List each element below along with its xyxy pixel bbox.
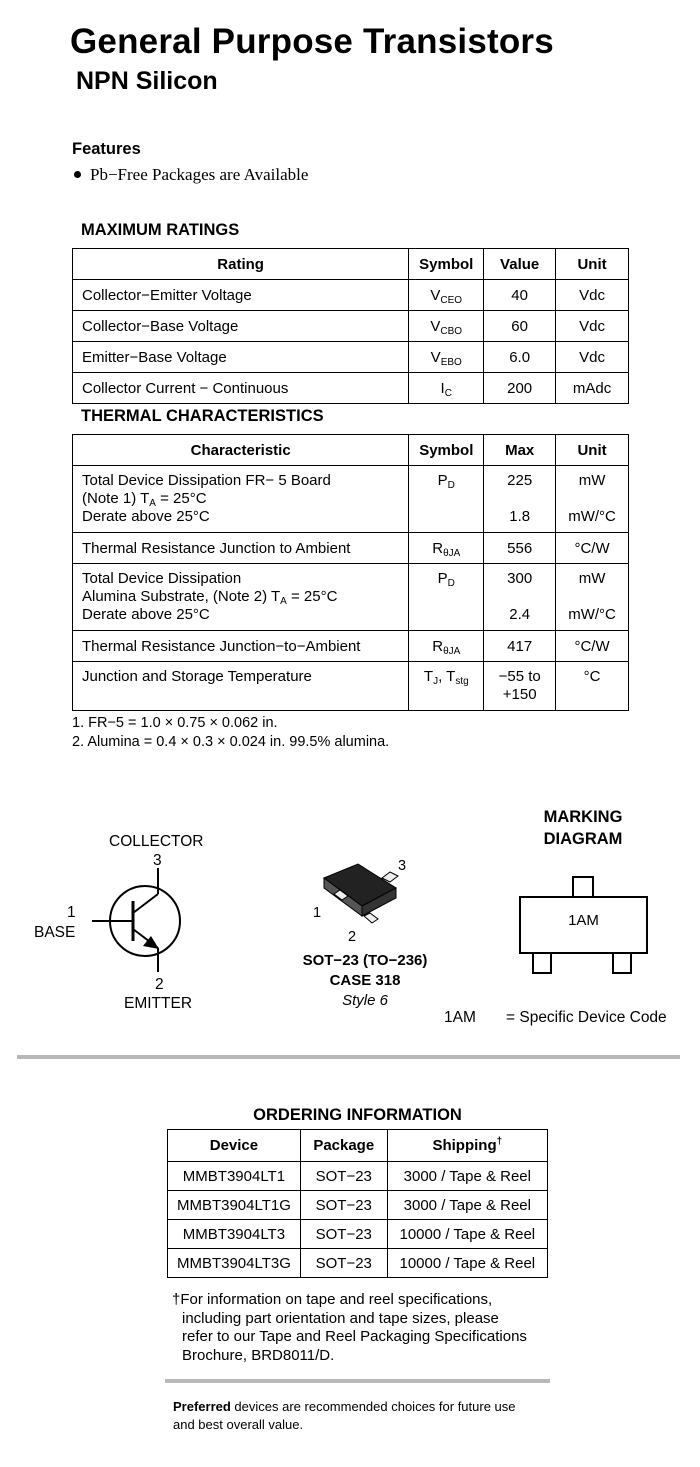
- column-header: Unit: [556, 249, 629, 280]
- value-cell: 6.0: [484, 342, 556, 373]
- value-cell: 40: [484, 280, 556, 311]
- table-header-row: [73, 249, 629, 280]
- symbol-cell: $P_D$: [409, 564, 484, 631]
- device-cell: MMBT3904LT1: [168, 1162, 301, 1191]
- ordering-table: [167, 1129, 548, 1278]
- column-header: Characteristic: [73, 435, 409, 466]
- table-header-row: [73, 435, 629, 466]
- column-header: Symbol: [409, 435, 484, 466]
- collector-label: COLLECTOR: [109, 833, 204, 850]
- bullet-icon: [74, 171, 81, 178]
- thermal-heading: THERMAL CHARACTERISTICS: [81, 407, 324, 425]
- device-cell: MMBT3904LT3G: [168, 1249, 301, 1278]
- unit-cell: °C: [556, 662, 629, 711]
- column-header: Shipping†: [387, 1130, 547, 1162]
- characteristic-cell: Junction and Storage Temperature: [73, 662, 409, 711]
- table-row: [168, 1162, 548, 1191]
- symbol-cell: $V_{EBO}$: [409, 342, 484, 373]
- max-cell: 300 2.4: [484, 564, 556, 631]
- package-pin-3: 3: [398, 858, 407, 874]
- marking-package-body: [519, 896, 648, 954]
- package-pin-1: 1: [313, 905, 322, 921]
- table-row: [168, 1191, 548, 1220]
- preferred-note: Preferred devices are recommended choices for future use and best overall value.: [173, 1399, 516, 1432]
- value-cell: 200: [484, 373, 556, 404]
- marking-pin-top: [572, 876, 594, 898]
- symbol-cell: $R_{\theta JA}$: [409, 631, 484, 662]
- shipping-cell: 3000 / Tape & Reel: [387, 1191, 547, 1220]
- device-cell: MMBT3904LT3: [168, 1220, 301, 1249]
- max-cell: −55 to +150: [484, 662, 556, 711]
- shipping-cell: 10000 / Tape & Reel: [387, 1249, 547, 1278]
- features-heading: Features: [72, 140, 141, 158]
- table-row: [168, 1220, 548, 1249]
- rating-cell: Collector Current − Continuous: [73, 373, 409, 404]
- base-label: BASE: [34, 924, 76, 941]
- emitter-label: EMITTER: [124, 995, 193, 1012]
- column-header: Package: [300, 1130, 387, 1162]
- unit-cell: Vdc: [556, 311, 629, 342]
- collector-pin-number: 3: [153, 852, 162, 869]
- max-cell: 417: [484, 631, 556, 662]
- column-header: Rating: [73, 249, 409, 280]
- note-1: 1. FR−5 = 1.0 × 0.75 × 0.062 in.: [72, 715, 278, 731]
- ordering-heading: ORDERING INFORMATION: [253, 1106, 462, 1124]
- device-cell: MMBT3904LT1G: [168, 1191, 301, 1220]
- table-row: [73, 564, 629, 631]
- rating-cell: Emitter−Base Voltage: [73, 342, 409, 373]
- marking-legend-text: = Specific Device Code: [506, 1009, 667, 1026]
- package-cell: SOT−23: [300, 1191, 387, 1220]
- npn-transistor-symbol-icon: [85, 868, 195, 978]
- package-case: CASE 318: [329, 972, 401, 989]
- max-ratings-table: [72, 248, 629, 404]
- table-header-row: [168, 1130, 548, 1162]
- marking-legend-code: 1AM: [444, 1009, 476, 1026]
- symbol-cell: $R_{\theta JA}$: [409, 533, 484, 564]
- value-cell: 60: [484, 311, 556, 342]
- max-ratings-heading: MAXIMUM RATINGS: [81, 221, 240, 239]
- features-item-text: Pb−Free Packages are Available: [90, 165, 309, 184]
- marking-heading: MARKING DIAGRAM: [543, 808, 623, 848]
- unit-cell: Vdc: [556, 280, 629, 311]
- unit-cell: Vdc: [556, 342, 629, 373]
- features-item: [74, 165, 308, 185]
- base-pin-number: 1: [67, 904, 76, 921]
- symbol-cell: $V_{CEO}$: [409, 280, 484, 311]
- note-2: 2. Alumina = 0.4 × 0.3 × 0.024 in. 99.5% alumina.: [72, 734, 390, 750]
- symbol-cell: $T_J$, $T_{stg}$: [409, 662, 484, 711]
- table-row: [73, 280, 629, 311]
- table-row: [73, 311, 629, 342]
- table-row: [73, 466, 629, 533]
- symbol-cell: $P_D$: [409, 466, 484, 533]
- unit-cell: °C/W: [556, 533, 629, 564]
- page-subtitle: NPN Silicon: [76, 67, 218, 95]
- table-row: [73, 662, 629, 711]
- ordering-footnote: †For information on tape and reel specifications, including part orientation and tape sizes, please refer to our Tape and Reel Packaging Specifications Brochure, BRD8011/D.: [172, 1291, 527, 1364]
- column-header: Value: [484, 249, 556, 280]
- package-name: SOT−23 (TO−236): [302, 952, 428, 969]
- preferred-divider: [165, 1379, 550, 1383]
- rating-cell: Collector−Emitter Voltage: [73, 280, 409, 311]
- characteristic-cell: Total Device Dissipation Alumina Substrate, (Note 2) $T_A = 25^\circ C$ Derate above 25°C: [73, 564, 409, 631]
- table-row: [73, 533, 629, 564]
- package-style: Style 6: [342, 992, 388, 1009]
- unit-cell: mAdc: [556, 373, 629, 404]
- package-cell: SOT−23: [300, 1249, 387, 1278]
- max-cell: 225 1.8: [484, 466, 556, 533]
- emitter-pin-number: 2: [155, 976, 164, 993]
- symbol-cell: $I_C$: [409, 373, 484, 404]
- unit-cell: mW mW/°C: [556, 466, 629, 533]
- column-header: Max: [484, 435, 556, 466]
- characteristic-cell: Thermal Resistance Junction−to−Ambient: [73, 631, 409, 662]
- marking-pin-left: [532, 952, 552, 974]
- max-cell: 556: [484, 533, 556, 564]
- symbol-cell: $V_{CBO}$: [409, 311, 484, 342]
- rating-cell: Collector−Base Voltage: [73, 311, 409, 342]
- unit-cell: °C/W: [556, 631, 629, 662]
- shipping-cell: 3000 / Tape & Reel: [387, 1162, 547, 1191]
- column-header: Unit: [556, 435, 629, 466]
- shipping-cell: 10000 / Tape & Reel: [387, 1220, 547, 1249]
- characteristic-cell: Total Device Dissipation FR− 5 Board (Note 1) $T_A = 25^\circ C$ Derate above 25°C: [73, 466, 409, 533]
- thermal-table: [72, 434, 629, 711]
- section-divider: [17, 1055, 680, 1059]
- characteristic-cell: Thermal Resistance Junction to Ambient: [73, 533, 409, 564]
- package-pin-2: 2: [348, 929, 357, 945]
- package-cell: SOT−23: [300, 1220, 387, 1249]
- table-row: [73, 342, 629, 373]
- column-header: Symbol: [409, 249, 484, 280]
- marking-pin-right: [612, 952, 632, 974]
- column-header: Device: [168, 1130, 301, 1162]
- package-cell: SOT−23: [300, 1162, 387, 1191]
- page-title: General Purpose Transistors: [70, 22, 554, 61]
- table-row: [73, 631, 629, 662]
- table-row: [73, 373, 629, 404]
- marking-code: 1AM: [568, 912, 599, 929]
- unit-cell: mW mW/°C: [556, 564, 629, 631]
- table-row: [168, 1249, 548, 1278]
